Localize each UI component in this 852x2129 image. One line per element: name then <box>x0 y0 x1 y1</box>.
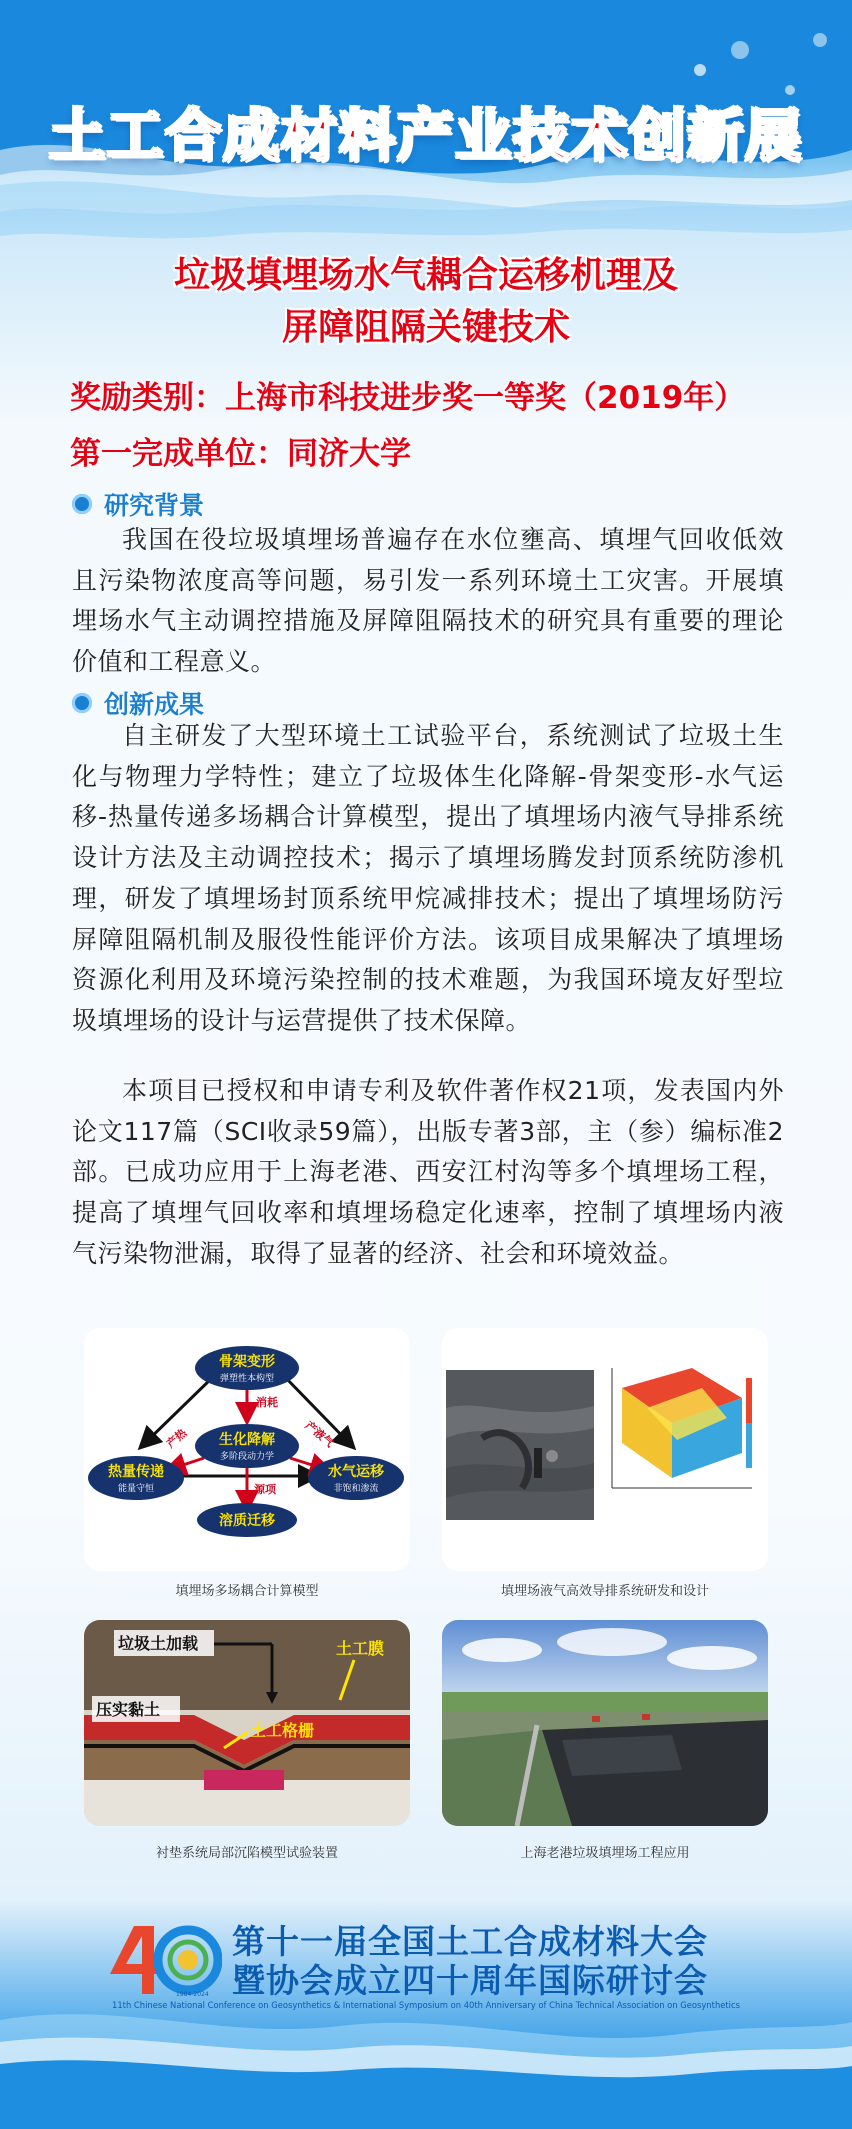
liner-test-image <box>84 1620 410 1826</box>
figure-1-caption: 填埋场多场耦合计算模型 <box>175 1584 319 1599</box>
figure-4-caption: 上海老港垃圾填埋场工程应用 <box>520 1846 690 1861</box>
main-title: 土工合成材料产业技术创新展 <box>49 104 803 169</box>
award-category: 奖励类别：上海市科技进步奖一等奖（2019年） <box>70 380 746 416</box>
figure-drainage-system <box>442 1328 768 1571</box>
svg-text:能量守恒: 能量守恒 <box>117 1484 155 1494</box>
svg-text:生化降解: 生化降解 <box>219 1432 275 1448</box>
footer-title-line2: 暨协会成立四十周年国际研讨会 <box>232 1961 708 2000</box>
node-biodegradation <box>195 1424 299 1468</box>
figure-2-caption: 填埋场液气高效导排系统研发和设计 <box>500 1584 709 1599</box>
figure-3-caption: 衬垫系统局部沉陷模型试验装置 <box>155 1846 338 1861</box>
project-title-line1: 垃圾填埋场水气耦合运移机理及 <box>173 255 678 296</box>
edge-label-chanre: 产热 <box>164 1426 190 1451</box>
logo-years: 1984-2024 <box>176 1991 209 1998</box>
footer-english-subtitle: 11th Chinese National Conference on Geosynthetics & International Symposium on 40th Anniversary of China Technical Association on Geosynthetics <box>112 2000 740 2010</box>
svg-text:土工格栅: 土工格栅 <box>250 1721 315 1740</box>
results-paragraph-1: 自主研发了大型环境土工试验平台，系统测试了垃圾土生化与物理力学特性；建立了垃圾体生化降解-骨架变形-水气运移-热量传递多场耦合计算模型，提出了填埋场内液气导排系统设计方法及主动调控技术；揭示了填埋场腾发封顶系统防渗机理，研发了填埋场封顶系统甲烷减排技术；提出了填埋场防污屏障阻隔机制及服役性能评价方法。该项目成果解决了填埋场资源化利用及环境污染控制的技术难题，为我国环境友好型垃圾填埋场的设计与运营提供了技术保障。 <box>72 721 784 1035</box>
node-water-gas-migration <box>308 1456 404 1500</box>
conference-logo-icon <box>104 1918 222 1998</box>
project-title <box>0 250 852 354</box>
project-title-line2: 屏障阻隔关键技术 <box>281 307 570 348</box>
node-skeleton-deformation <box>195 1346 299 1390</box>
figure-coupling-model <box>84 1328 410 1571</box>
results-paragraph-2: 本项目已授权和申请专利及软件著作权21项，发表国内外论文117篇（SCI收录59篇），出版专著3部，主（参）编标准2部。已成功应用于上海老港、西安江村沟等多个填埋场工程，提高了填埋气回收率和填埋场稳定化速率，控制了填埋场内液气污染物泄漏，取得了显著的经济、社会和环境效益。 <box>72 1076 784 1268</box>
svg-text:热量传递: 热量传递 <box>108 1464 164 1480</box>
svg-text:骨架变形: 骨架变形 <box>219 1354 275 1370</box>
svg-text:水气运移: 水气运移 <box>328 1464 384 1480</box>
svg-text:多阶段动力学: 多阶段动力学 <box>219 1452 275 1462</box>
bullet-dot-icon <box>72 693 92 713</box>
node-heat-transfer <box>88 1456 184 1500</box>
surface-plot <box>612 1368 752 1488</box>
coupling-model-diagram <box>84 1328 410 1571</box>
background-paragraph: 我国在役垃圾填埋场普遍存在水位壅高、填埋气回收低效且污染物浓度高等问题，易引发一系列环境土工灾害。开展填埋场水气主动调控措施及屏障阻隔技术的研究具有重要的理论价值和工程意义。 <box>72 525 784 677</box>
footer-title-line1: 第十一届全国土工合成材料大会 <box>232 1922 708 1961</box>
svg-text:溶质迁移: 溶质迁移 <box>219 1513 275 1529</box>
figure-liner-test <box>84 1620 410 1826</box>
figure-laogang-aerial <box>442 1620 768 1826</box>
svg-text:压实黏土: 压实黏土 <box>96 1700 161 1719</box>
edge-label-chanyeqi: 产液气 <box>302 1418 337 1450</box>
section-heading-background <box>72 486 204 522</box>
svg-text:垃圾土加载: 垃圾土加载 <box>118 1634 199 1653</box>
edge-label-yuanxiang: 源项 <box>254 1483 276 1496</box>
svg-text:土工膜: 土工膜 <box>336 1639 385 1658</box>
section-heading-label: 创新成果 <box>104 690 205 719</box>
node-solute-migration <box>197 1503 297 1537</box>
section-heading-label: 研究背景 <box>104 491 205 520</box>
completion-unit: 第一完成单位：同济大学 <box>70 436 411 472</box>
svg-text:弹塑性本构型: 弹塑性本构型 <box>219 1374 275 1384</box>
edge-label-xiaohao: 消耗 <box>256 1396 278 1409</box>
drainage-system-image <box>442 1328 768 1571</box>
laogang-aerial-image <box>442 1620 768 1826</box>
bullet-dot-icon <box>72 494 92 514</box>
svg-text:非饱和渗流: 非饱和渗流 <box>333 1484 379 1494</box>
